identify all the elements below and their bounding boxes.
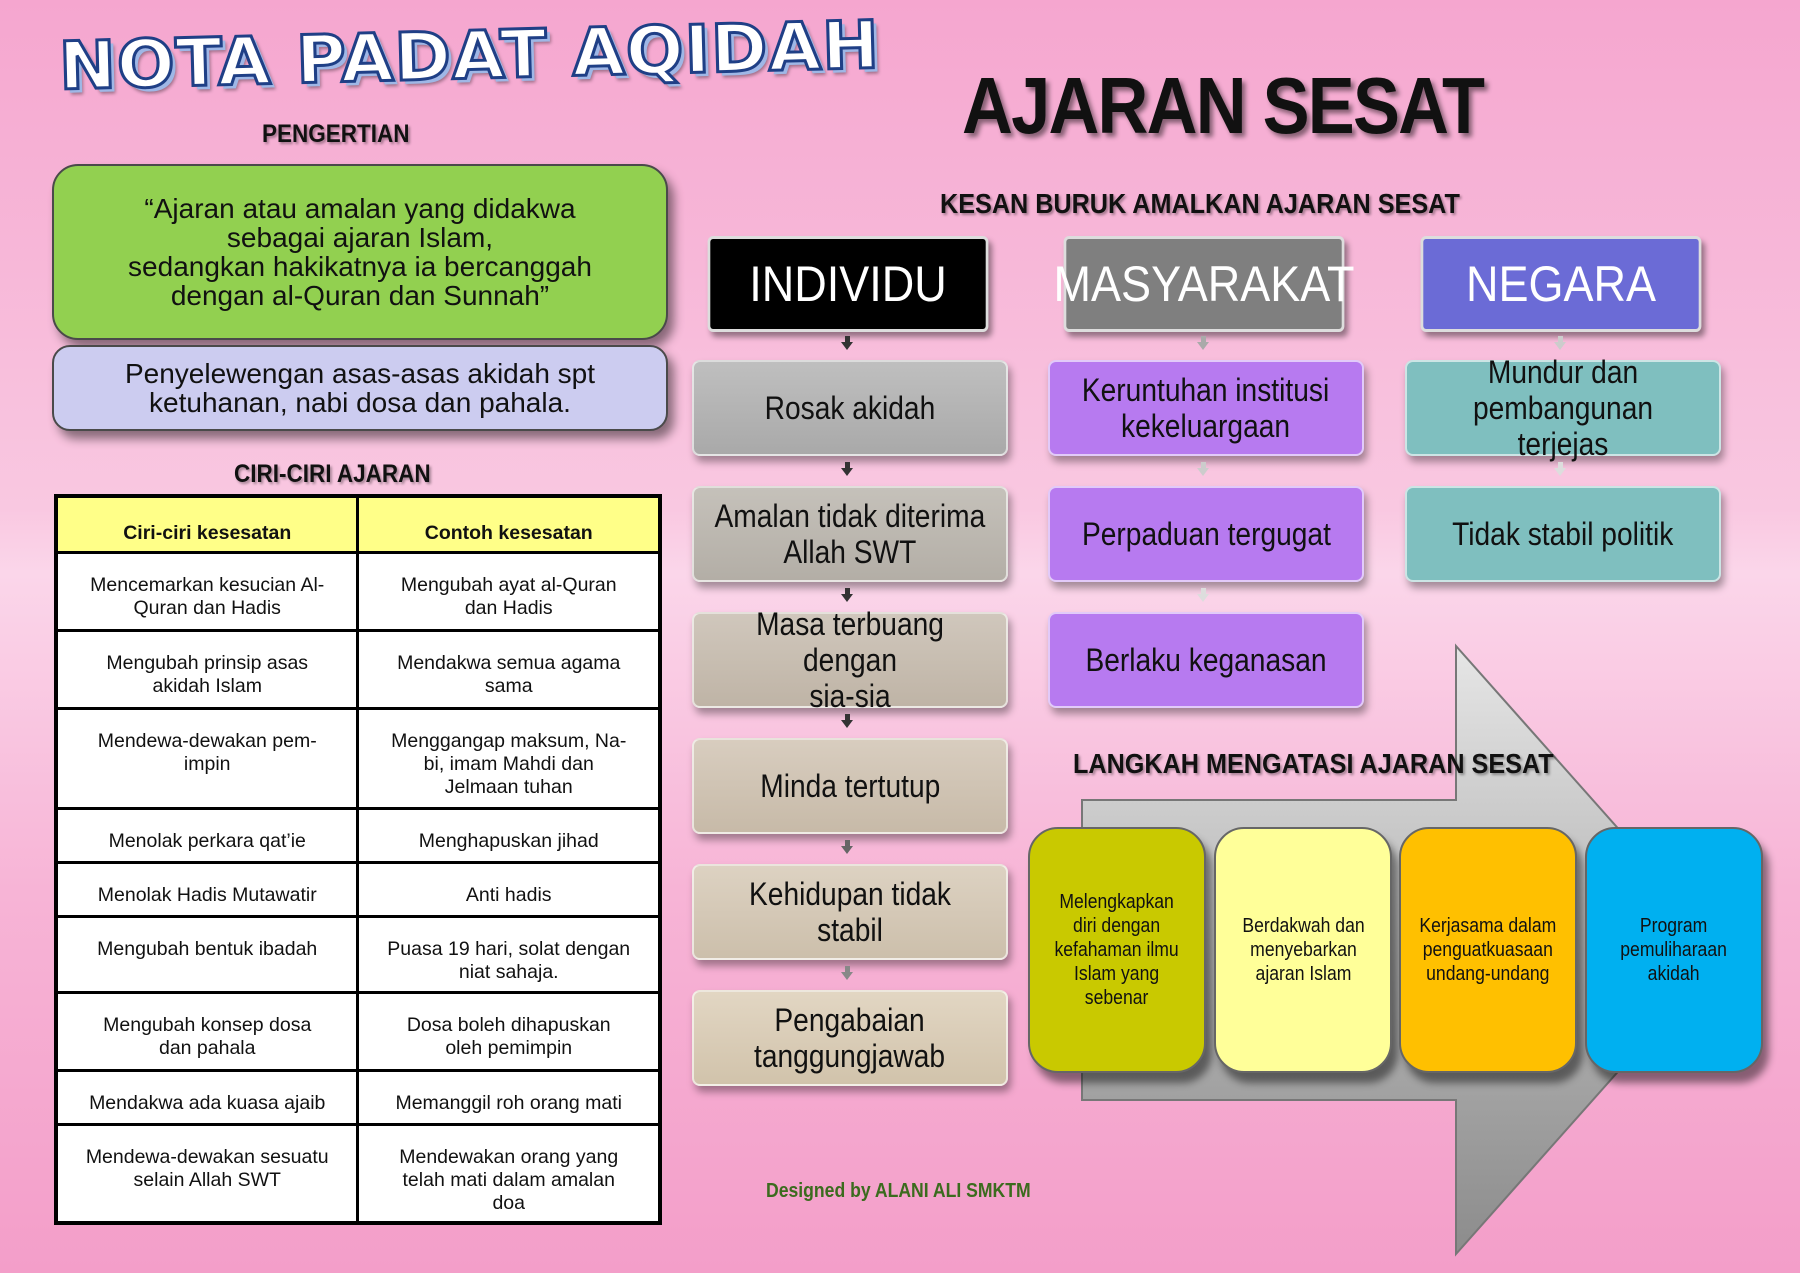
ciri-cell: Mendewa-dewakan pem- impin — [56, 709, 358, 809]
arrow-down-icon — [841, 588, 853, 602]
contoh-cell: Dosa boleh dihapuskan oleh pemimpin — [358, 993, 660, 1071]
arrow-down-icon — [841, 714, 853, 728]
arrow-down-icon — [1197, 336, 1209, 350]
arrow-down-icon — [841, 462, 853, 476]
effect-box — [692, 606, 1008, 714]
contoh-cell: Mendakwa semua agama sama — [358, 631, 660, 709]
ciri-cell: Mendakwa ada kuasa ajaib — [56, 1071, 358, 1125]
effect-text: Kehidupan tidak stabil — [749, 876, 951, 948]
topic-title: AJARAN SESAT — [962, 61, 1484, 150]
ciri-heading: CIRI-CIRI AJARAN — [234, 460, 431, 488]
step-text: Kerjasama dalam penguatkuasaan undang-undang — [1419, 915, 1557, 985]
table-row — [56, 917, 660, 993]
effect-text: Pengabaian tanggungjawab — [754, 1002, 946, 1074]
table-row — [56, 1071, 660, 1125]
ciri-table — [54, 494, 662, 1225]
effect-box — [692, 486, 1008, 582]
note-box: Penyelewengan asas-asas akidah spt ketuhanan, nabi dosa dan pahala. — [52, 345, 668, 431]
column-header: Contoh kesesatan — [358, 496, 660, 553]
contoh-cell: Menggangap maksum, Na- bi, imam Mahdi dan Jelmaan tuhan — [358, 709, 660, 809]
effect-box — [692, 738, 1008, 834]
effect-text: Rosak akidah — [764, 390, 936, 426]
effect-box — [692, 360, 1008, 456]
ciri-cell: Mendewa-dewakan sesuatu selain Allah SWT — [56, 1125, 358, 1224]
category-header: NEGARA — [1421, 236, 1702, 332]
effect-box — [692, 864, 1008, 960]
contoh-cell: Mendewakan orang yang telah mati dalam amalan doa — [358, 1125, 660, 1224]
kesan-column-individu — [692, 236, 1004, 332]
step-text: Program pemuliharaan akidah — [1620, 915, 1728, 985]
langkah-heading: LANGKAH MENGATASI AJARAN SESAT — [1073, 748, 1554, 779]
ciri-cell: Mengubah bentuk ibadah — [56, 917, 358, 993]
effect-text: Keruntuhan institusi kekeluargaan — [1082, 372, 1330, 444]
category-header: MASYARAKAT — [1064, 236, 1345, 332]
contoh-cell: Memanggil roh orang mati — [358, 1071, 660, 1125]
step-text: Melengkapkan diri dengan kefahaman ilmu Islam yang sebenar — [1054, 891, 1180, 1009]
step-box — [1399, 827, 1577, 1073]
effect-box — [692, 990, 1008, 1086]
table-row — [56, 1125, 660, 1224]
effect-text: Berlaku keganasan — [1085, 642, 1327, 678]
ciri-cell: Menolak perkara qat’ie — [56, 809, 358, 863]
arrow-down-icon — [1554, 336, 1566, 350]
ciri-cell: Mencemarkan kesucian Al- Quran dan Hadis — [56, 553, 358, 631]
effect-text: Mundur dan pembangunan terjejas — [1472, 354, 1654, 462]
main-title: NOTA PADAT AQIDAH — [58, 6, 881, 105]
contoh-cell: Menghapuskan jihad — [358, 809, 660, 863]
kesan-column-masyarakat — [1048, 236, 1360, 332]
category-header: INDIVIDU — [708, 236, 989, 332]
step-box — [1028, 827, 1206, 1073]
arrow-down-icon — [841, 336, 853, 350]
effect-text: Tidak stabil politik — [1452, 516, 1674, 552]
step-box — [1214, 827, 1392, 1073]
step-text: Berdakwah dan menyebarkan ajaran Islam — [1241, 915, 1365, 985]
effect-box — [1405, 354, 1721, 462]
step-box — [1585, 827, 1763, 1073]
pengertian-heading: PENGERTIAN — [262, 120, 410, 148]
kesan-column-negara — [1405, 236, 1717, 332]
effect-text: Masa terbuang dengan sia-sia — [756, 606, 944, 714]
table-row — [56, 709, 660, 809]
effect-box — [1405, 486, 1721, 582]
effect-text: Minda tertutup — [759, 768, 941, 804]
table-row — [56, 863, 660, 917]
ciri-cell: Mengubah konsep dosa dan pahala — [56, 993, 358, 1071]
arrow-down-icon — [1554, 462, 1566, 476]
arrow-down-icon — [1197, 588, 1209, 602]
definition-box: “Ajaran atau amalan yang didakwa sebagai ajaran Islam, sedangkan hakikatnya ia bercanggah dengan al-Quran dan Sunnah” — [52, 164, 668, 340]
table-row — [56, 809, 660, 863]
effect-text: Amalan tidak diterima Allah SWT — [714, 498, 986, 570]
column-header: Ciri-ciri kesesatan — [56, 496, 358, 553]
arrow-down-icon — [841, 840, 853, 854]
arrow-down-icon — [841, 966, 853, 980]
kesan-heading: KESAN BURUK AMALKAN AJARAN SESAT — [940, 188, 1460, 219]
effect-box — [1048, 360, 1364, 456]
credit-text: Designed by ALANI ALI SMKTM — [766, 1180, 1031, 1202]
ciri-cell: Mengubah prinsip asas akidah Islam — [56, 631, 358, 709]
table-header-row — [56, 496, 660, 553]
table-row — [56, 553, 660, 631]
effect-box — [1048, 486, 1364, 582]
ciri-cell: Menolak Hadis Mutawatir — [56, 863, 358, 917]
contoh-cell: Puasa 19 hari, solat dengan niat sahaja. — [358, 917, 660, 993]
table-row — [56, 993, 660, 1071]
contoh-cell: Mengubah ayat al-Quran dan Hadis — [358, 553, 660, 631]
effect-text: Perpaduan tergugat — [1081, 516, 1331, 552]
arrow-down-icon — [1197, 462, 1209, 476]
table-row — [56, 631, 660, 709]
contoh-cell: Anti hadis — [358, 863, 660, 917]
